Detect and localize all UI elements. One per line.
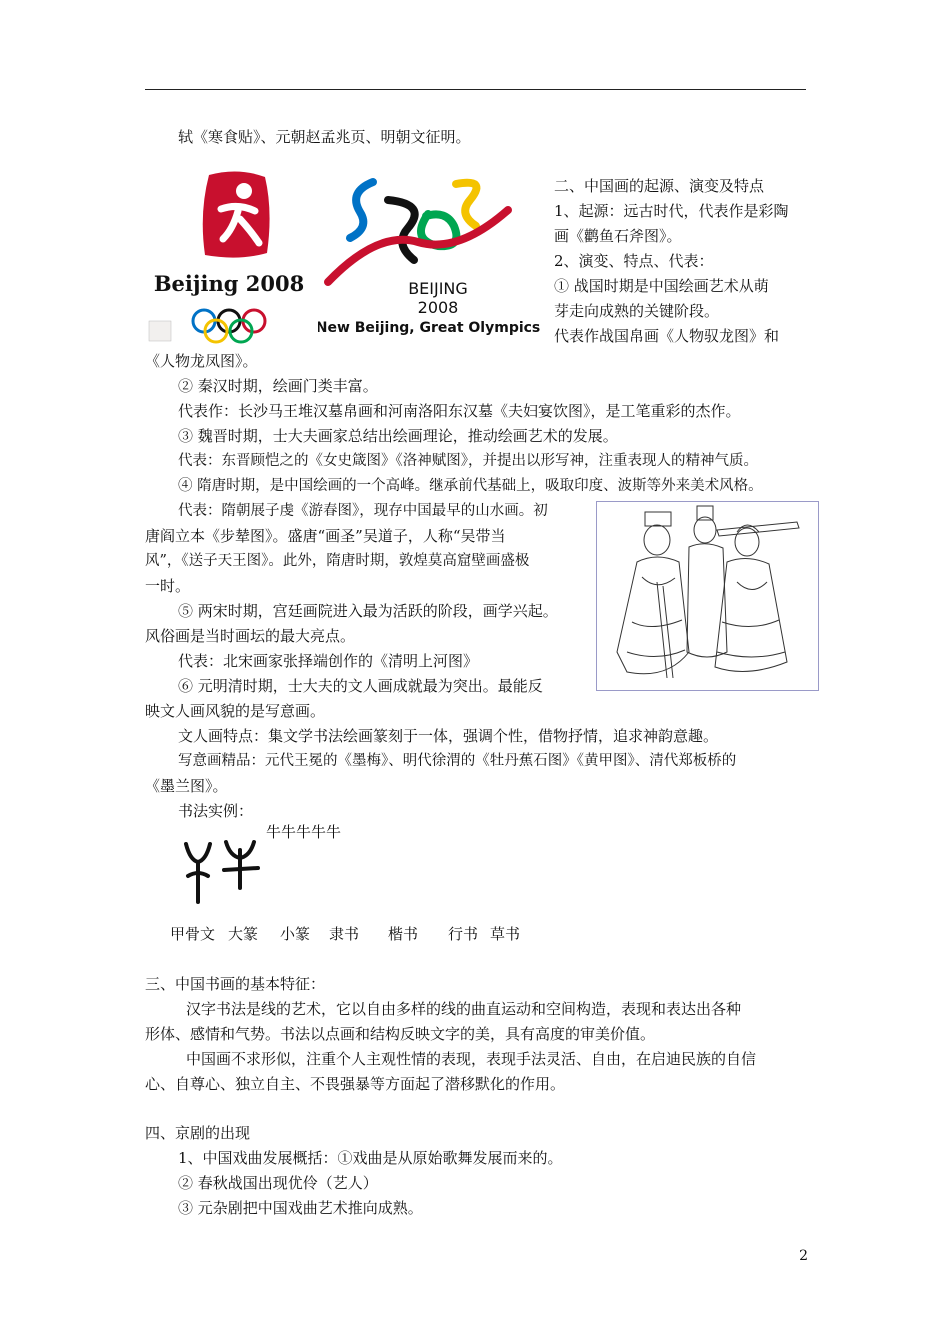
logo-slogan-text: New Beijing, Great Olympics (318, 320, 540, 336)
text-line: ⑤ 两宋时期，宫廷画院进入最为活跃的阶段，画学兴起。 (178, 602, 558, 620)
text-line: ② 春秋战国出现优伶（艺人） (178, 1174, 378, 1192)
text-line: ③ 元杂剧把中国戏曲艺术推向成熟。 (178, 1199, 423, 1217)
text-line: 2、演变、特点、代表： (554, 252, 714, 270)
script-label-regular: 楷书 (388, 925, 419, 943)
calligraphy-characters: 牛牛牛牛牛 (266, 823, 342, 841)
text-line: 风”，《送子天王图》。此外，隋唐时期，敦煌莫高窟壁画盛极 (145, 553, 530, 569)
text-line: 映文人画风貌的是写意画。 (145, 702, 326, 720)
text-line: 书法实例： (178, 802, 254, 820)
ancient-ox-characters-image (180, 836, 262, 906)
text-line: ① 战国时期是中国绘画艺术从萌 (554, 277, 769, 295)
text-line: 风俗画是当时画坛的最大亮点。 (145, 627, 356, 645)
script-label-small-seal: 小篆 (280, 925, 311, 943)
text-line: 代表作战国帛画《人物驭龙图》和 (554, 327, 780, 345)
text-line: 中国画不求形似，注重个人主观性情的表现，表现手法灵活、自由，在启迪民族的自信 (186, 1050, 757, 1068)
text-line: 心、自尊心、独立自主、不畏强暴等方面起了潜移默化的作用。 (145, 1075, 566, 1093)
text-line: 一时。 (145, 577, 191, 595)
text-line: 唐阎立本《步辇图》。盛唐“画圣”吴道子，人称“吴带当 (145, 527, 506, 545)
script-label-cursive: 草书 (490, 925, 521, 943)
text-line: 1、中国戏曲发展概括：①戏曲是从原始歌舞发展而来的。 (178, 1149, 563, 1167)
script-label-clerical: 隶书 (329, 925, 360, 943)
dancing-beijing-emblem (143, 161, 315, 347)
text-line: ④ 隋唐时期，是中国绘画的一个高峰。继承前代基础上，吸取印度、波斯等外来美术风格。 (178, 478, 763, 494)
text-line: 形体、感情和气势。书法以点画和结构反映文字的美，具有高度的审美价值。 (145, 1025, 656, 1043)
section4-heading: 四、京剧的出现 (145, 1124, 251, 1142)
text-line: ② 秦汉时期，绘画门类丰富。 (178, 377, 378, 395)
beijing-bid-logo-image (318, 170, 540, 340)
header-rule (145, 89, 806, 90)
script-label-oracle: 甲骨文 (170, 925, 216, 943)
beijing-2008-emblem-image (143, 161, 315, 347)
text-line: 1、起源：远古时代，代表作是彩陶 (554, 202, 789, 220)
text-line: ③ 魏晋时期，士大夫画家总结出绘画理论，推动绘画艺术的发展。 (178, 427, 618, 445)
figure-painting-image (596, 501, 819, 691)
emblem-caption: Beijing 2008 (153, 271, 305, 296)
text-line: 写意画精品：元代王冕的《墨梅》、明代徐渭的《牡丹蕉石图》《黄甲图》、清代郑板桥的 (178, 753, 737, 769)
text-line: 代表作：长沙马王堆汉墓帛画和河南洛阳东汉墓《夫妇宴饮图》，是工笔重彩的杰作。 (178, 402, 741, 420)
text-line: 画《鹳鱼石斧图》。 (554, 227, 682, 245)
ox-glyph-drawing (180, 836, 262, 906)
three-figures-drawing (597, 502, 818, 690)
section3-heading: 三、中国书画的基本特征： (145, 975, 326, 993)
logo-beijing-text: BEIJING (408, 279, 468, 298)
text-line: 文人画特点：集文学书法绘画篆刻于一体，强调个性，借物抒情，追求神韵意趣。 (178, 727, 719, 745)
logo-year-text: 2008 (417, 298, 459, 317)
text-line: 代表：东晋顾恺之的《女史箴图》《洛神赋图》，并提出以形写神，注重表现人的精神气质。 (178, 453, 758, 469)
text-line: 代表：隋朝展子虔《游春图》，现存中国最早的山水画。初 (178, 503, 548, 519)
text-line: ⑥ 元明清时期，士大夫的文人画成就最为突出。最能反 (178, 677, 543, 695)
text-line: 《人物龙凤图》。 (145, 352, 258, 370)
text-line: 代表：北宋画家张择端创作的《清明上河图》 (178, 652, 479, 670)
five-ring-knot-logo (318, 170, 540, 340)
script-label-large-seal: 大篆 (228, 925, 259, 943)
text-line: 《墨兰图》。 (145, 777, 228, 795)
section2-heading: 二、中国画的起源、演变及特点 (554, 177, 765, 195)
text-line: 芽走向成熟的关键阶段。 (554, 302, 720, 320)
script-label-running: 行书 (448, 925, 479, 943)
page-number: 2 (799, 1248, 808, 1264)
continued-line: 轼《寒食贴》、元朝赵孟兆页、明朝文征明。 (178, 128, 471, 146)
text-line: 汉字书法是线的艺术，它以自由多样的线的曲直运动和空间构造，表现和表达出各种 (186, 1000, 742, 1018)
